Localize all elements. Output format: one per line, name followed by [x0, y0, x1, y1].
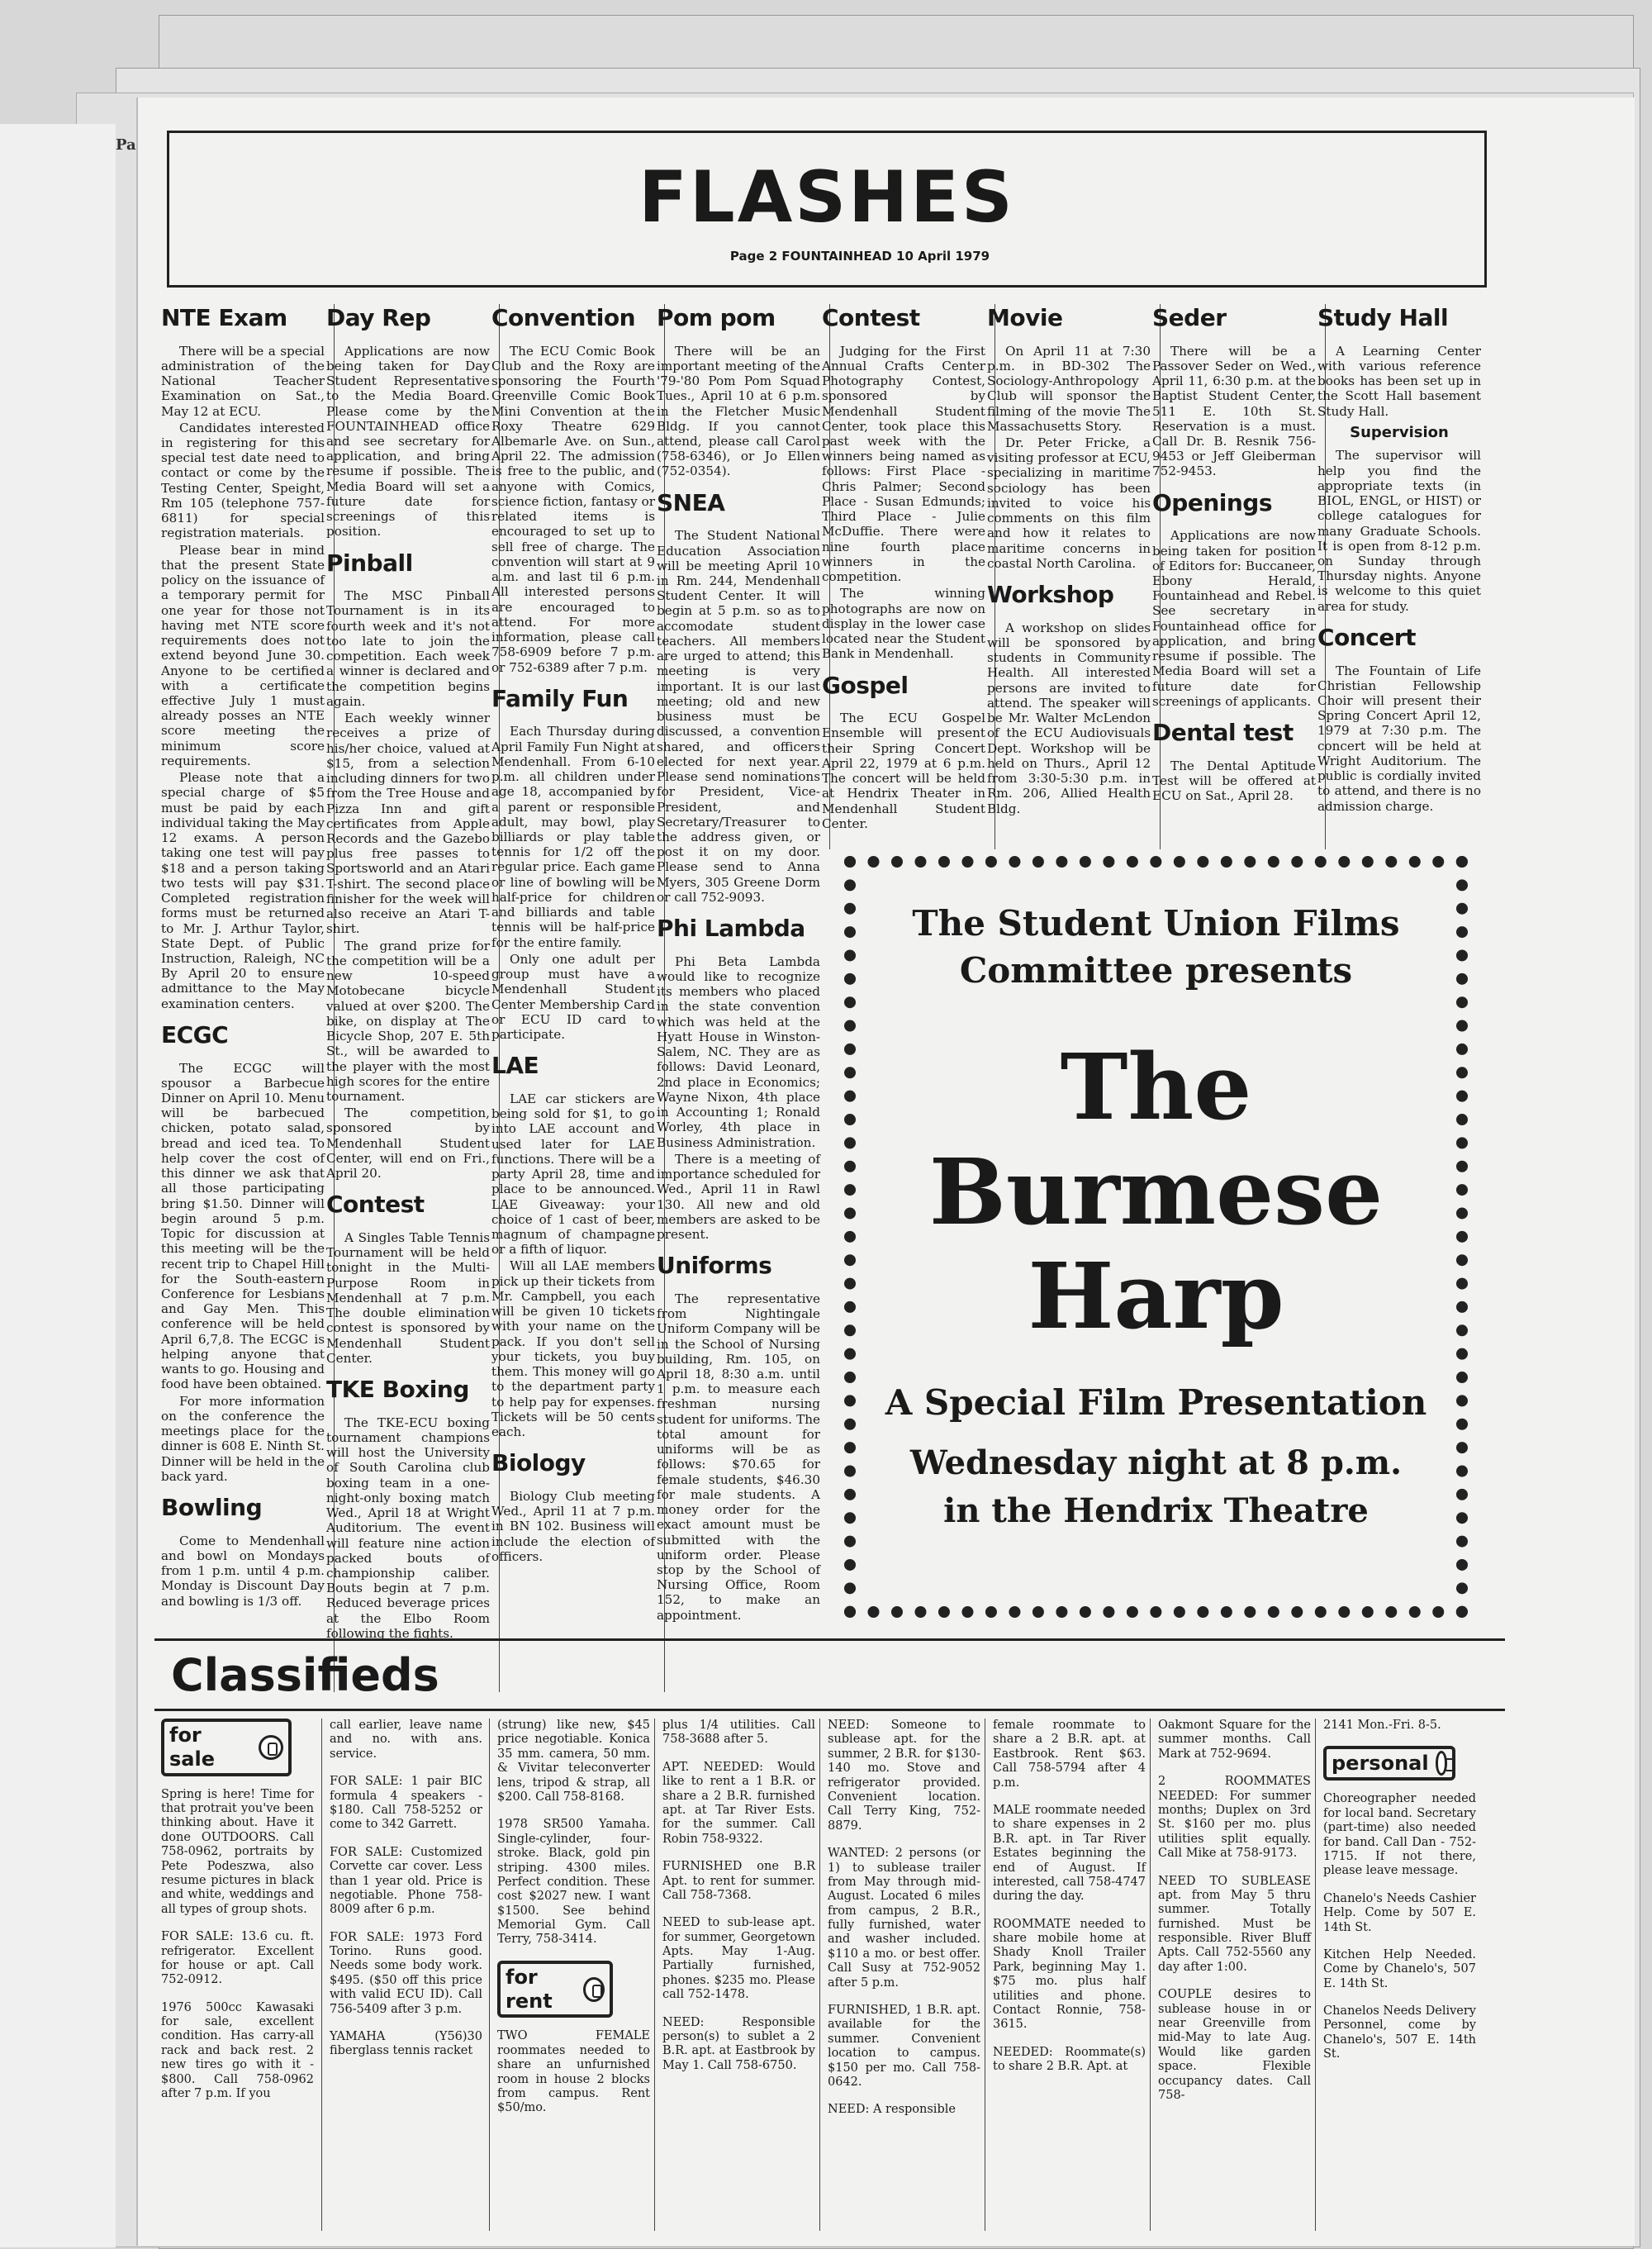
article-text: Each weekly winner receives a prize of his/her choice, valued at $15, from a selection including dinners for two from the Tree House and Pizza Inn and gift certificates from Apple Records and the Gazebo plus free passes to Sportsworld and an Atari T-shirt. The second place finisher for the week will also receive an Atari T-shirt.	[326, 711, 490, 937]
classified-ad: 2141 Mon.-Fri. 8-5.	[1323, 1719, 1441, 1732]
ad-film-title	[856, 1035, 1456, 1349]
classified-ad: FURNISHED, 1 B.R. apt. available for the summer. Convenient location to campus. $150 per mo. Call 758-0642.	[828, 2004, 980, 2089]
classified-ad: NEED TO SUBLEASE apt. from May 5 thru summer. Totally furnished. Must be responsible. River Bluff Apts. Call 752-5560 any day after 1:00.	[1158, 1874, 1311, 1974]
article-text: There is a meeting of importance scheduled for Wed., April 11 in Rawl 130. All new and old members are asked to be present.	[657, 1151, 820, 1242]
article-heading: Movie	[987, 304, 1063, 331]
ad-line: in the Hendrix Theatre	[943, 1491, 1369, 1530]
article-text: The ECU Gospel Ensemble will present their Spring Concert April 22, 1979 at 6 p.m. The concert will be held at Hendrix Theater in Mendenhall Student Center.	[822, 711, 985, 831]
article-text: There will be an important meeting of the '79-'80 Pom Pom Squad Tues., April 10 at 6 p.m. in the Fletcher Music Bldg. If you cannot attend, please call Carol (758-6346), or Jo Ellen (752-0354).	[657, 343, 820, 479]
article-text: Phi Beta Lambda would like to recognize its members who placed in the state convention which was held at the Hyatt House in Winston-Salem, NC. They are as follows: David Leonard, 2nd place in Economics; Wayne Nixon, 4th place in Accounting 1; Ronald Worley, 4th place in Business Administration.	[657, 953, 820, 1150]
article-text: The Fountain of Life Christian Fellowship Choir will present their Spring Concert April 12, 1979 at 7:30 p.m. The concert will be held at Wright Auditorium. The public is cordially invited to attend, and there is no admission charge.	[1317, 663, 1481, 814]
article-heading: Pinball	[326, 549, 413, 577]
classified-ad: MALE roommate needed to share expenses in 2 B.R. apt. in Tar River Estates beginning the end of August. If interested, call 758-4747 during the day.	[993, 1803, 1146, 1904]
article-heading: Uniforms	[657, 1252, 772, 1280]
article-subheading: Supervision	[1350, 423, 1449, 441]
article-heading: TKE Boxing	[326, 1376, 469, 1404]
classified-ad: FOR SALE: 13.6 cu. ft. refrigerator. Excellent for house or apt. Call 752-0912.	[161, 1930, 314, 1987]
article-heading: NTE Exam	[161, 304, 287, 331]
article-heading: Family Fun	[491, 684, 629, 712]
classified-ad: YAMAHA (Y56)30 fiberglass tennis racket	[330, 2030, 482, 2058]
ecgc-article	[161, 1021, 325, 1484]
classified-ad: Kitchen Help Needed. Come by Chanelo's, 507 E. 14th St.	[1323, 1947, 1476, 1990]
ad-schedule	[856, 1439, 1456, 1535]
article-text: The representative from Nightingale Uniform Company will be in the School of Nursing building, Rm. 105, on April 18, 8:30 a.m. until 1 p.m. to measure each freshman nursing student for uniforms. The total amount for uniforms will be as follows: $70.65 for female students, $46.30 for male students. A money order for the exact amount must be submitted with the uniform order. Please stop by the School of Nursing Office, Room 152, to make an appointment.	[657, 1291, 820, 1623]
biology-article	[491, 1449, 655, 1564]
tke-boxing-article	[326, 1376, 490, 1641]
section-divider	[154, 1709, 1505, 1711]
phi-lambda-article	[657, 915, 820, 1242]
article-heading: SNEA	[657, 488, 725, 516]
classified-ad: Oakmont Square for the summer months. Call Mark at 752-9694.	[1158, 1719, 1311, 1761]
classified-ad: 1976 500cc Kawasaki for sale, excellent condition. Has carry-all rack and back rest. 2 new tires go with it - $800. Call 758-0962 after 7 p.m. If you	[161, 2000, 314, 2101]
classifieds-column-1	[161, 1719, 314, 2114]
article-heading: Biology	[491, 1449, 586, 1477]
article-text: A workshop on slides will be sponsored by students in Community Health. All interested persons are invited to attend. The speaker will be Mr. Walter McLendon of the ECU Audiovisuals Dept. Workshop will be held on Thurs., April 12 from 3:30-5:30 p.m. in Rm. 206, Allied Health Bldg.	[987, 620, 1151, 816]
workshop-article	[987, 581, 1151, 816]
article-text: A Learning Center with various reference books has been set up in the Scott Hall basement Study Hall.	[1317, 343, 1481, 419]
article-heading: Seder	[1152, 304, 1227, 331]
article-text: There will be a Passover Seder on Wed., April 11, 6:30 p.m. at the Baptist Student Center, 511 E. 10th St. Reservation is a must. Call Dr. B. Resnik 756-9453 or Jeff Gleiberman 752-9453.	[1152, 343, 1316, 479]
article-text: Candidates interested in registering for this special test date need to contact or come by the Testing Center, Speight, Rm 105 (telephone 757-6811) for special registration materials.	[161, 420, 325, 541]
news-column-3	[491, 304, 655, 1574]
ad-title-line: Harp	[1028, 1243, 1284, 1350]
article-text: Please note that a special charge of $5 must be paid by each individual taking the May 12 exams. A person taking one test will pay $18 and a person taking two tests will pay $31. Completed registration forms must be returned to Mr. J. Arthur Taylor, State Dept. of Public Instruction, Raleigh, NC By April 20 to ensure admittance to the May examination centers.	[161, 770, 325, 1011]
article-heading: Concert	[1317, 623, 1416, 651]
article-text: Each Thursday during April Family Fun Night at Mendenhall. From 6-10 p.m. all children under age 18, accompanied by a parent or responsible adult, may bowl, play billiards or play table tennis for 1/2 off the regular price. Each game or line of bowling will be half-price for children and billiards and table tennis will be half-price for the entire family.	[491, 724, 655, 950]
classified-ad: ROOMMATE needed to share mobile home at Shady Knoll Trailer Park, beginning May 1. $75 mo. plus half utilities and phone. Contact Ronnie, 758-3615.	[993, 1917, 1146, 2032]
article-heading: Day Rep	[326, 304, 431, 331]
ad-line: The Student Union Films	[912, 903, 1400, 944]
article-text: Will all LAE members pick up their tickets from Mr. Campbell, you each will be given 10 tickets with your name on the pack. If you don't sell your tickets, you buy them. This money will go to the department party to help pay for expenses. Tickets will be 50 cents each.	[491, 1258, 655, 1440]
classified-ad: COUPLE desires to sublease house in or near Greenville from mid-May to late Aug. Would like garden space. Flexible occupancy dates. Call 758-	[1158, 1988, 1311, 2102]
classified-ad: Chanelos Needs Delivery Personnel, come by Chanelo's, 507 E. 14th St.	[1323, 2004, 1476, 2061]
article-text: Dr. Peter Fricke, a visiting professor at ECU, specializing in maritime sociology has been invited to voice his comments on this film and how it relates to maritime concerns in coastal North Carolina.	[987, 435, 1151, 571]
classifieds-title: Classifieds	[171, 1649, 439, 1701]
article-text: The MSC Pinball Tournament is in its fourth week and it's not too late to join the competition. Each week a winner is declared and the competition begins again.	[326, 588, 490, 709]
study-hall-article	[1317, 304, 1481, 614]
article-text: LAE car stickers are being sold for $1, to go into LAE account and used later for LAE functions. There will be a party April 28, time and place to be announced. LAE Giveaway: your choice of 1 cast of beer, magnum of champagne or a fifth of liquor.	[491, 1091, 655, 1258]
uniforms-article	[657, 1252, 820, 1623]
article-text: The competition, sponsored by Mendenhall Student Center, will end on Fri., April 20.	[326, 1105, 490, 1182]
day-rep-article	[326, 304, 490, 540]
article-heading: Contest	[822, 304, 920, 331]
article-text: A Singles Table Tennis Tournament will be held tonight in the Multi-Purpose Room in Mendenhall at 7 p.m. The double elimination contest is sponsored by Mendenhall Student Center.	[326, 1229, 490, 1366]
for-sale-label: for sale	[169, 1724, 215, 1771]
column-rule	[819, 1719, 820, 2231]
article-heading: Contest	[326, 1191, 425, 1219]
news-column-1	[161, 304, 325, 1619]
classifieds-column-6	[993, 1719, 1146, 2088]
seder-article	[1152, 304, 1316, 479]
news-column-4	[657, 304, 820, 1633]
dollar-icon	[259, 1735, 283, 1760]
article-text: On April 11 at 7:30 p.m. in BD-302 The Sociology-Anthropology Club will sponsor the filming of the movie The Massachusetts Story.	[987, 343, 1151, 434]
classified-ad: female roommate to share a 2 B.R. apt. at Eastbrook. Rent $63. Call 758-5794 after 4 p.m.	[993, 1719, 1146, 1790]
ad-title-line: The	[1060, 1034, 1252, 1141]
classified-ad: Spring is here! Time for that protrait you've been thinking about. Have it done OUTDOORS. Call 758-0962, portraits by Pete Podeszwa, also resume pictures in black and white, weddings and all types of group shots.	[161, 1787, 314, 1916]
section-divider	[154, 1638, 1505, 1641]
article-heading: LAE	[491, 1052, 539, 1080]
column-rule	[321, 1719, 322, 2231]
classifieds-column-8	[1323, 1719, 1476, 2075]
classified-ad: FOR SALE: Customized Corvette car cover. Less than 1 year old. Price is negotiable. Phone 758-8009 after 6 p.m.	[330, 1845, 482, 1917]
column-rule	[1150, 1719, 1151, 2231]
classified-ad: Choreographer needed for local band. Secretary (part-time) also needed for band. Call Dan - 752-1715. If not there, please leave message.	[1323, 1792, 1476, 1878]
classified-ad: NEED: A responsible	[828, 2103, 956, 2117]
article-text: Judging for the First Annual Crafts Center Photography Contest, sponsored by Mendenhall Student Center, took place this past week with the winners being named as follows: First Place - Chris Palmer; Second Place - Susan Edmunds; Third Place - Julie McDuffie. There were nine fourth place winners in the competition.	[822, 343, 985, 585]
masthead-title: FLASHES	[638, 156, 1015, 239]
article-text: Come to Mendenhall and bowl on Mondays from 1 p.m. until 4 p.m. Monday is Discount Day and bowling is 1/3 off.	[161, 1533, 325, 1609]
article-text: Please bear in mind that the present State policy on the issuance of a temporary permit for one year for those not having met NTE score requirements does not extend beyond June 30. Anyone to be certified with a certificate effective July 1 must already posses an NTE score meeting the minimum score requirements.	[161, 542, 325, 768]
classifieds-column-5	[828, 1719, 980, 2131]
person-icon	[1436, 1751, 1447, 1776]
article-text: Applications are now being taken for Day Student Representative to the Media Board. Please come by the FOUNTAINHEAD office and see secretary for application, and bring resume if possible. The Media Board will set a future date for screenings of this position.	[326, 343, 490, 540]
classified-ad: NEEDED: Roommate(s) to share 2 B.R. Apt. at	[993, 2045, 1146, 2074]
article-heading: Convention	[491, 304, 636, 331]
article-text: The TKE-ECU boxing tournament champions will host the University of South Carolina club boxing team in a one-night-only boxing match Wed., April 18 at Wright Auditorium. The event will feature nine action packed bouts of championship caliber. Bouts begin at 7 p.m. Reduced beverage prices at the Elbo Room following the fights.	[326, 1415, 490, 1641]
ad-presenter	[856, 901, 1456, 994]
for-rent-header	[497, 1961, 613, 2018]
classified-ad: (strung) like new, $45 price negotiable. Konica 35 mm. camera, 50 mm. & Vivitar teleconverter lens, tripod & strap, all $200. Call 758-8168.	[497, 1719, 650, 1804]
pom-pom-article	[657, 304, 820, 479]
article-heading: Dental test	[1152, 719, 1294, 747]
column-rule	[1315, 1719, 1316, 2231]
newspaper-page	[136, 97, 1635, 2246]
family-fun-article	[491, 685, 655, 1043]
classified-ad: plus 1/4 utilities. Call 758-3688 after 5.	[662, 1719, 815, 1747]
dental-test-article	[1152, 719, 1316, 803]
news-column-6	[987, 304, 1151, 826]
article-text: Only one adult per group must have a Mendenhall Student Center Membership Card or ECU ID card to participate.	[491, 951, 655, 1043]
personal-header	[1323, 1746, 1455, 1781]
background-sheet	[0, 124, 116, 2247]
article-heading: Pom pom	[657, 304, 776, 331]
gospel-article	[822, 672, 985, 831]
column-rule	[489, 1719, 490, 2231]
classified-ad: APT. NEEDED: Would like to rent a 1 B.R. or share a 2 B.R. furnished apt. at Tar River Ests. for the summer. Call Robin 758-9322.	[662, 1760, 815, 1846]
classified-ad: FURNISHED one B.R Apt. to rent for summer. Call 758-7368.	[662, 1860, 815, 1902]
classifieds-column-3	[497, 1719, 650, 2129]
masthead	[167, 131, 1487, 288]
classified-ad: TWO FEMALE roommates needed to share an unfurnished room in house 2 blocks from campus. Rent $50/mo.	[497, 2029, 650, 2115]
classified-ad: FOR SALE: 1973 Ford Torino. Runs good. Needs some body work. $495. ($50 off this price with valid ECU ID). Call 756-5409 after 3 p.m.	[330, 1930, 482, 2016]
article-heading: Bowling	[161, 1494, 263, 1522]
article-text: Applications are now being taken for position of Editors for: Buccaneer, Ebony Herald, Fountainhead and Rebel. See secretary in Fountainhead office for application, and bring resume if possible. The Media Board will set a future date for screenings of applicants.	[1152, 528, 1316, 709]
news-column-7	[1152, 304, 1316, 813]
openings-article	[1152, 489, 1316, 709]
classified-ad: WANTED: 2 persons (or 1) to sublease trailer from May through mid-August. Located 6 miles from campus, 2 B.R., fully furnished, water and washer included. $110 a mo. or best offer. Call Susy at 752-9052 after 5 p.m.	[828, 1847, 980, 1990]
article-heading: Study Hall	[1317, 304, 1449, 331]
classified-ad: NEED to sub-lease apt. for summer, Georgetown Apts. May 1-Aug. Partially furnished, phones. $235 mo. Please call 752-1478.	[662, 1916, 815, 2002]
article-text: Biology Club meeting Wed., April 11 at 7 p.m. in BN 102. Business will include the election of officers.	[491, 1488, 655, 1564]
ad-line: Committee presents	[959, 949, 1353, 991]
article-heading: Workshop	[987, 581, 1114, 609]
article-heading: Openings	[1152, 488, 1273, 516]
article-text: There will be a special administration of the National Teacher Examination on Sat., May 12 at ECU.	[161, 343, 325, 419]
classified-ad: NEED: Someone to sublease apt. for the summer, 2 B.R. for $130-140 mo. Stove and refrigerator provided. Convenient location. Call Terry King, 752-8879.	[828, 1719, 980, 1833]
for-sale-header	[161, 1719, 292, 1776]
masthead-subtitle: Page 2 FOUNTAINHEAD 10 April 1979	[729, 249, 990, 264]
classified-ad: call earlier, leave name and no. with ans. service.	[330, 1719, 482, 1761]
snea-article	[657, 489, 820, 905]
convention-article	[491, 304, 655, 675]
film-advertisement	[844, 856, 1468, 1618]
article-text: The Dental Aptitude Test will be offered at ECU on Sat., April 28.	[1152, 758, 1316, 804]
article-heading: ECGC	[161, 1020, 229, 1048]
ad-title-line: Burmese	[928, 1138, 1384, 1245]
article-text: The ECU Comic Book Club and the Roxy are sponsoring the Fourth Greenville Comic Book Mini Convention at the Roxy Theatre 629 Albemarle Ave. on Sun., April 22. The admission is free to the public, and anyone with Comics, science fiction, fantasy or related items is encouraged to set up to sell free of charge. The convention will start at 9 a.m. and last til 6 p.m. All interested persons are encouraged to attend. For more information, please call 758-6909 before 7 p.m. or 752-6389 after 7 p.m.	[491, 343, 655, 675]
pinball-article	[326, 549, 490, 1182]
article-heading: Phi Lambda	[657, 915, 805, 943]
classified-ad: 2 ROOMMATES NEEDED: For summer months; Duplex on 3rd St. $160 per mo. plus utilities split equally. Call Mike at 758-9173.	[1158, 1775, 1311, 1861]
article-text: The supervisor will help you find the appropriate texts (in BIOL, ENGL, or HIST) or college catalogues for many Graduate Schools. It is open from 8-12 p.m. on Sunday through Thursday nights. Anyone is welcome to this quiet area for study.	[1317, 448, 1481, 614]
contest-article	[326, 1191, 490, 1366]
classified-ad: Chanelo's Needs Cashier Help. Come by 507 E. 14th St.	[1323, 1891, 1476, 1934]
ad-line: Wednesday night at 8 p.m.	[909, 1443, 1403, 1482]
classified-ad: 1978 SR500 Yamaha. Single-cylinder, four-stroke. Black, gold pin striping. 4300 miles. Perfect condition. These cost $2027 new. I want $1500. See behind Memorial Gym. Call Terry, 758-3414.	[497, 1818, 650, 1947]
article-text: The grand prize for the competition will be a new 10-speed Motobecane bicycle valued at over $200. The bike, on display at The Bicycle Shop, 207 E. 5th St., will be awarded to the player with the most high scores for the entire tournament.	[326, 938, 490, 1104]
news-column-5	[822, 304, 985, 841]
page-edge-text: Pa	[116, 136, 136, 154]
classified-ad: FOR SALE: 1 pair BIC formula 4 speakers - $180. Call 758-5252 or come to 342 Garrett.	[330, 1775, 482, 1832]
ad-special: A Special Film Presentation	[885, 1381, 1427, 1423]
news-column-2	[326, 304, 490, 1651]
lae-article	[491, 1052, 655, 1439]
classifieds-column-2	[330, 1719, 482, 2072]
article-heading: Gospel	[822, 671, 909, 699]
movie-article	[987, 304, 1151, 571]
personal-label: personal	[1332, 1751, 1429, 1775]
news-column-8	[1317, 304, 1481, 824]
for-rent-label: for rent	[506, 1965, 553, 2013]
house-icon	[583, 1977, 605, 2002]
classifieds-column-4	[662, 1719, 815, 2086]
article-text: The ECGC will spousor a Barbecue Dinner on April 10. Menu will be barbecued chicken, potato salad, bread and iced tea. To help cover the cost of this dinner we ask that all those participating bring $1.50. Dinner will begin around 5 p.m. Topic for discussion at this meeting will be the recent trip to Chapel Hill for the South-eastern Conference for Lesbians and Gay Men. This conference will be held April 6,7,8. The ECGC is helping anyone that wants to go. Housing and food have been obtained.	[161, 1060, 325, 1392]
article-text: The Student National Education Association will be meeting April 10 in Rm. 244, Mendenhall Student Center. It will begin at 5 p.m. so as to accomodate student teachers. All members are urged to attend; this meeting is very important. It is our last meeting; old and new business must be discussed, a convention shared, and officers elected for next year. Please send nominations for President, Vice-President, and Secretary/Treasurer to the address given, or post it on my door. Please send to Anna Myers, 305 Greene Dorm or call 752-9093.	[657, 528, 820, 905]
concert-article	[1317, 624, 1481, 814]
bowling-article	[161, 1494, 325, 1609]
photo-contest-article	[822, 304, 985, 662]
article-text: For more information on the conference the meetings place for the dinner is 608 E. Ninth St. Dinner will be held in the back yard.	[161, 1393, 325, 1484]
classifieds-column-7	[1158, 1719, 1311, 2116]
column-rule	[654, 1719, 655, 2231]
classified-ad: NEED: Responsible person(s) to sublet a 2 B.R. apt. at Eastbrook by May 1. Call 758-6750.	[662, 2015, 815, 2072]
article-text: The winning photographs are now on display in the lower case located near the Student Bank in Mendenhall.	[822, 586, 985, 662]
nte-exam-article	[161, 304, 325, 1011]
